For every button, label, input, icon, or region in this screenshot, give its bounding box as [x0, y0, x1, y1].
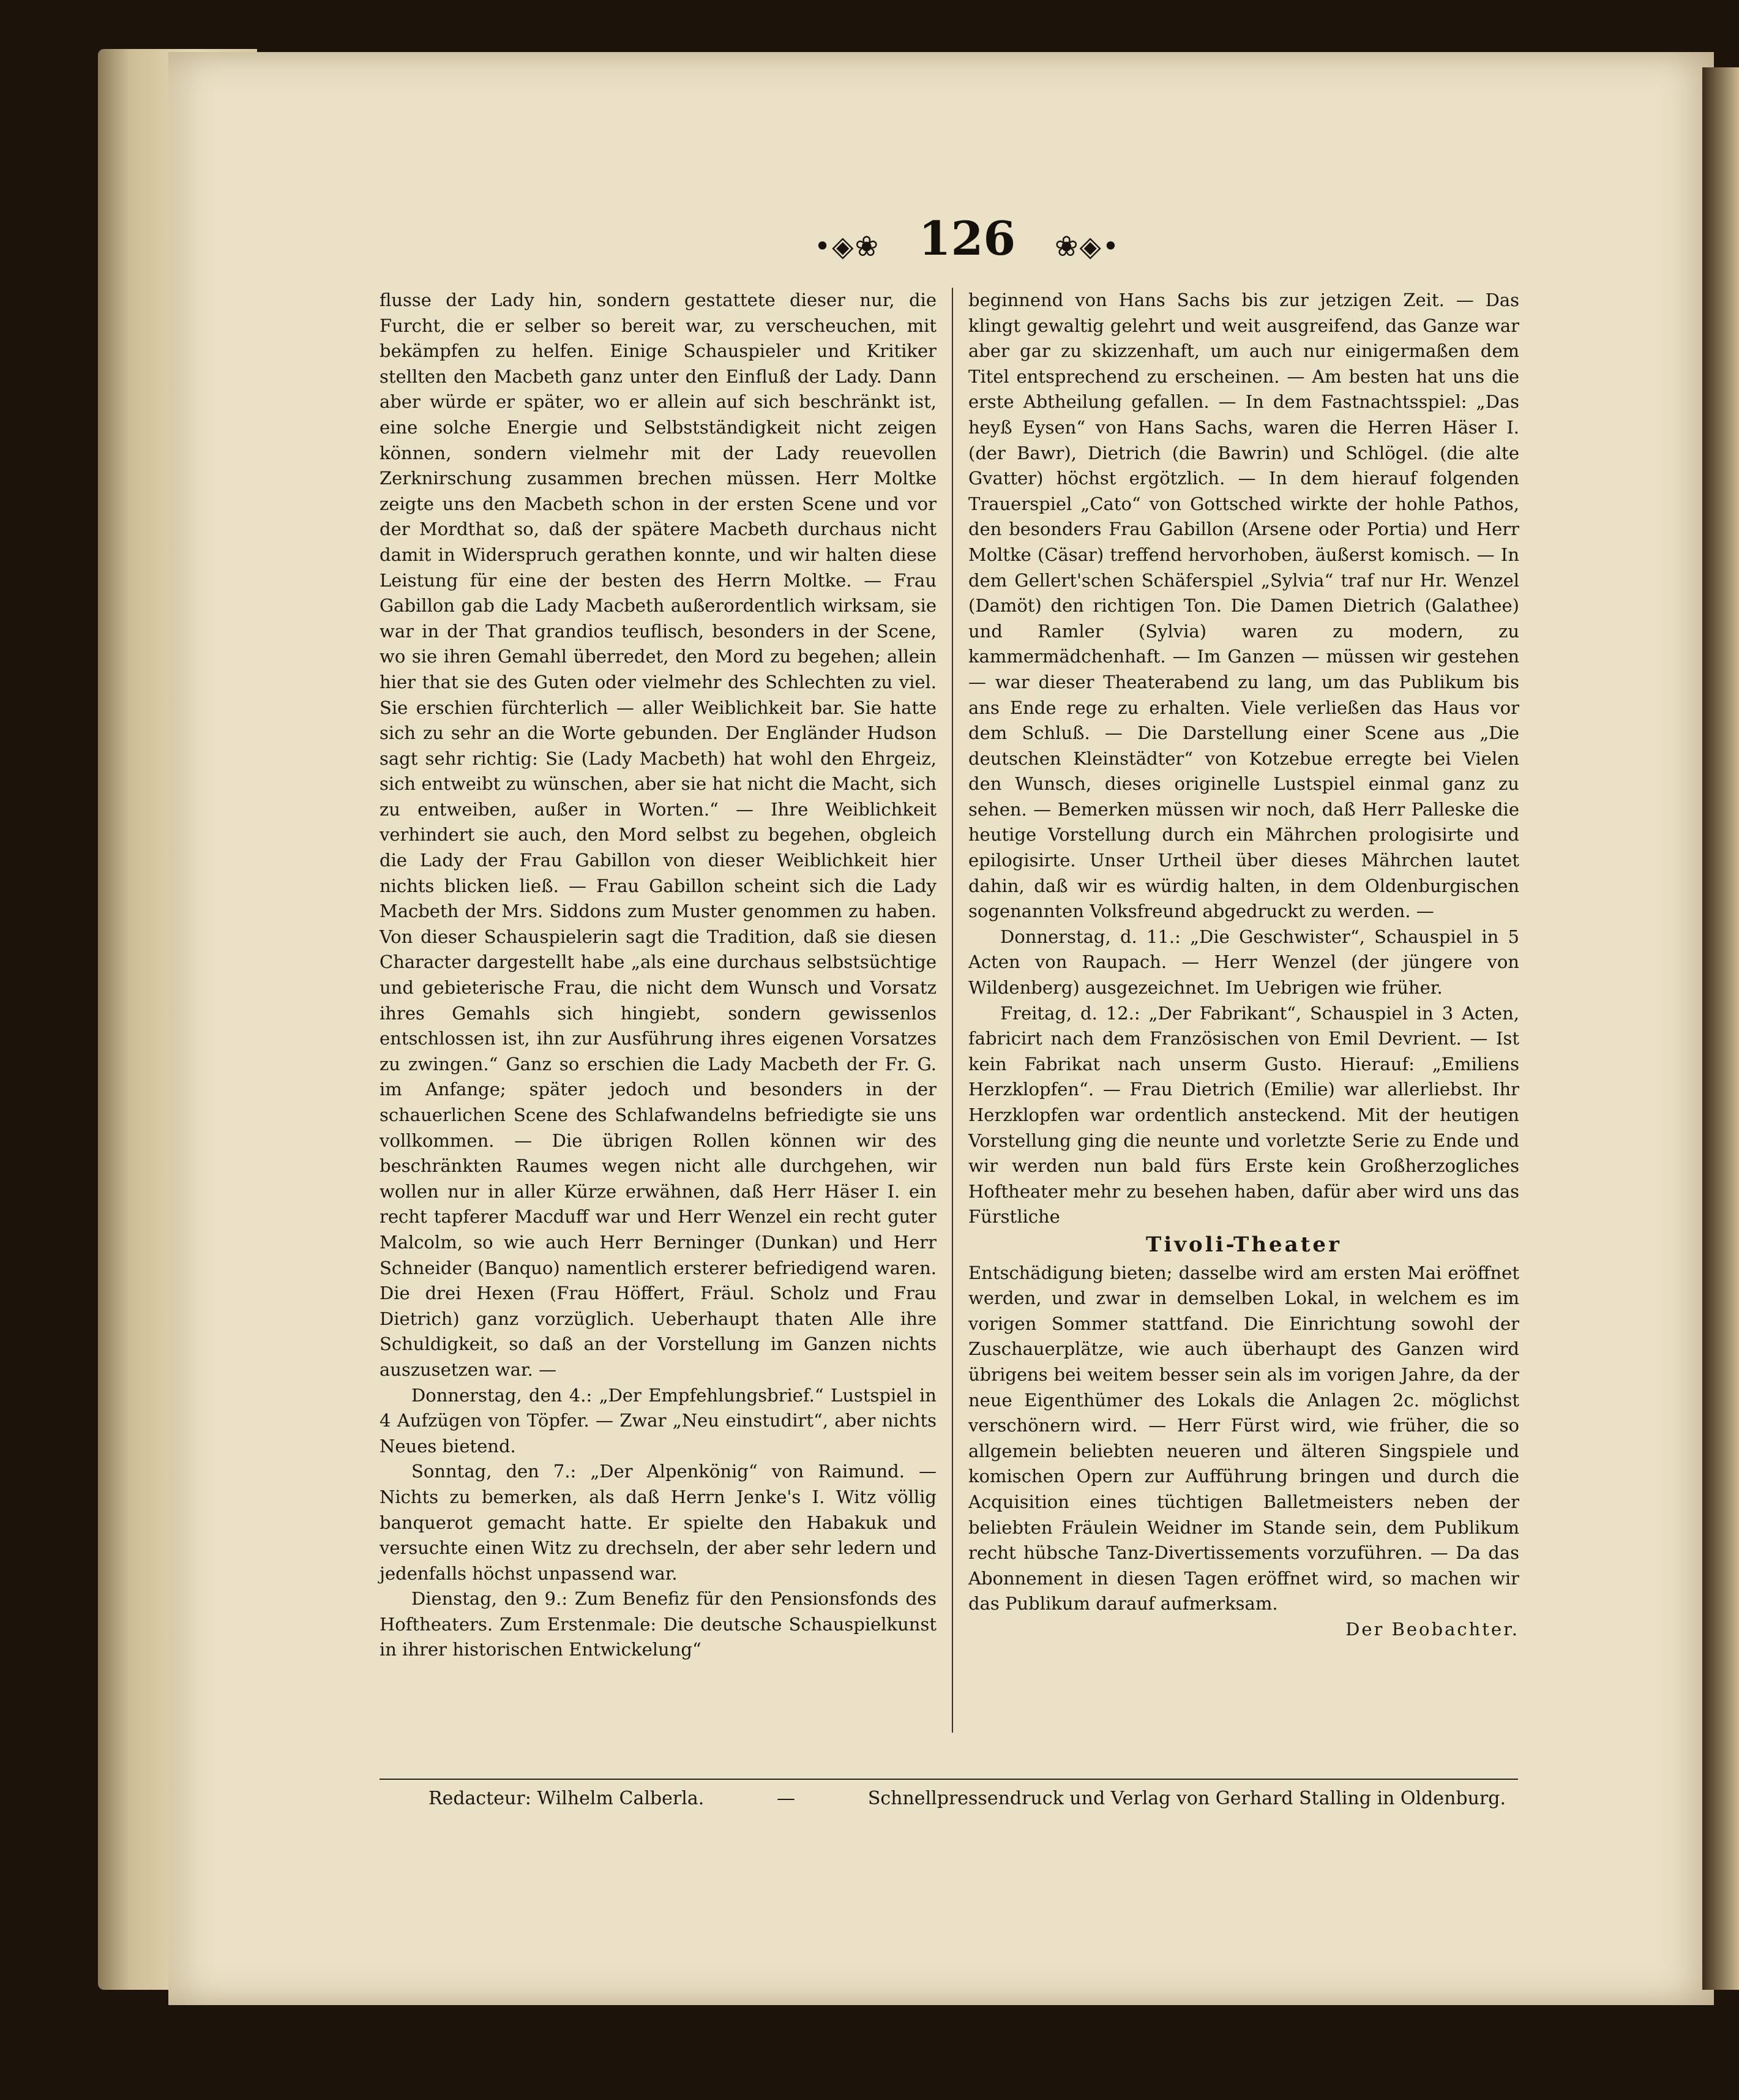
paragraph: Entschädigung bieten; dasselbe wird am ersten Mai eröffnet werden, und zwar in demselben Lokal, in welchem es im vorigen Sommer stattfand. Die Einrichtung sowohl der Zuschauerplätze, wie auch überhaupt des Ganzen wird übrigens bei weitem besser sein als im vorigen Jahre, da der neue Eigenthümer des Lokals die Anlagen 2c. möglichst verschönern wird. — Herr Fürst wird, wie früher, die so allgemein beliebten neueren und älteren Singspiele und komischen Opern zur Aufführung bringen und durch die Acquisition eines tüchtigen Balletmeisters neben der beliebten Fräulein Weidner im Stande sein, dem Publikum recht hübsche Tanz-Divertissements vorzuführen. — Da das Abonnement in diesen Tagen eröffnet wird, so machen wir das Publikum darauf aufmerksam.	[968, 1262, 1519, 1614]
paragraph: Donnerstag, d. 11.: „Die Geschwister“, Schauspiel in 5 Acten von Raupach. — Herr Wenzel (der jüngere von Wildenberg) ausgezeichnet. Im Uebrigen wie früher.	[968, 926, 1519, 999]
right-column	[968, 288, 1519, 1642]
paragraph: flusse der Lady hin, sondern gestattete dieser nur, die Furcht, die er selber so bereit war, zu verscheuchen, mit bekämpfen zu helfen. Einige Schauspieler und Kritiker stellten den Macbeth ganz unter den Einfluß der Lady. Dann aber würde er später, wo er allein auf sich beschränkt ist, eine solche Energie und Selbstständigkeit nicht zeigen können, sondern vielmehr mit der Lady reuevollen Zerknirschung zusammen brechen müssen. Herr Moltke zeigte uns den Macbeth schon in der ersten Scene und vor der Mordthat so, daß der spätere Macbeth durchaus nicht damit in Widerspruch gerathen konnte, und wir halten diese Leistung für eine der besten des Herrn Moltke. — Frau Gabillon gab die Lady Macbeth außerordentlich wirksam, sie war in der That grandios teuflisch, besonders in der Scene, wo sie ihren Gemahl überredet, den Mord zu begehen; allein hier that sie des Guten oder vielmehr des Schlechten zu viel. Sie erschien fürchterlich — aller Weiblichkeit bar. Sie hatte sich zu sehr an die Worte gebunden. Der Engländer Hudson sagt sehr richtig: Sie (Lady Macbeth) hat wohl den Ehrgeiz, sich entweibt zu wünschen, aber sie hat nicht die Macht, sich zu entweiben, außer in Worten.“ — Ihre Weiblichkeit verhindert sie auch, den Mord selbst zu begehen, obgleich die Lady der Frau Gabillon von dieser Weiblichkeit hier nichts blicken ließ. — Frau Gabillon scheint sich die Lady Macbeth der Mrs. Siddons zum Muster genommen zu haben. Von dieser Schauspielerin sagt die Tradition, daß sie diesen Character dargestellt habe „als eine durchaus selbstsüchtige und gebieterische Frau, die nicht dem Wunsch und Vorsatz ihres Gemahls sich hingiebt, sondern gewissenlos entschlossen ist, ihn zur Ausführung ihres eigenen Vorsatzes zu zwingen.“ Ganz so erschien die Lady Macbeth der Fr. G. im Anfange; später jedoch und besonders in der schauerlichen Scene des Schlafwandelns befriedigte sie uns vollkommen. — Die übrigen Rollen können wir des beschränkten Raumes wegen nicht alle durchgehen, wir wollen nur in aller Kürze erwähnen, daß Herr Häser I. ein recht tapferer Macduff war und Herr Wenzel ein recht guter Malcolm, so wie auch Herr Berninger (Dunkan) und Herr Schneider (Banquo) namentlich ersterer befriedigend waren. Die drei Hexen (Frau Höffert, Fräul. Scholz und Frau Dietrich) ganz vorzüglich. Ueberhaupt thaten Alle ihre Schuldigkeit, so daß an der Vorstellung im Ganzen nichts auszusetzen war. —	[380, 290, 937, 1380]
printer-credit: Schnellpressendruck und Verlag von Gerhard Stalling in Oldenburg.	[867, 1788, 1506, 1809]
author-signature: Der Beobachter.	[1345, 1618, 1519, 1640]
page-number: 126	[918, 211, 1016, 266]
paragraph: beginnend von Hans Sachs bis zur jetzigen Zeit. — Das klingt gewaltig gelehrt und weit ausgreifend, das Ganze war aber gar zu skizzenhaft, um auch nur einigermaßen dem Titel entsprechend zu erscheinen. — Am besten hat uns die erste Abtheilung gefallen. — In dem Fastnachtsspiel: „Das heyß Eysen“ von Hans Sachs, waren die Herren Häser I. (der Bawr), Dietrich (die Bawrin) und Schlögel. (die alte Gvatter) höchst ergötzlich. — In dem hierauf folgenden Trauerspiel „Cato“ von Gottsched wirkte der hohle Pathos, den besonders Frau Gabillon (Arsene oder Portia) und Herr Moltke (Cäsar) treffend hervorhoben, äußerst komisch. — In dem Gellert'schen Schäferspiel „Sylvia“ traf nur Hr. Wenzel (Damöt) den richtigen Ton. Die Damen Dietrich (Galathee) und Ramler (Sylvia) waren zu modern, zu kammermädchenhaft. — Im Ganzen — müssen wir gestehen — war dieser Theaterabend zu lang, um das Publikum bis ans Ende rege zu erhalten. Viele verließen das Haus vor dem Schluß. — Die Darstellung einer Scene aus „Die deutschen Kleinstädter“ von Kotzebue erregte bei Vielen den Wunsch, dieses originelle Lustspiel einmal ganz zu sehen. — Bemerken müssen wir noch, daß Herr Palleske die heutige Vorstellung durch ein Mährchen prologisirte und epilogisirte. Unser Urtheil über dieses Mährchen lautet dahin, daß wir es würdig halten, in dem Oldenburgischen sogenannten Volksfreund abgedruckt zu werden. —	[968, 290, 1519, 922]
facing-page-edge	[1702, 67, 1739, 1990]
paragraph: Sonntag, den 7.: „Der Alpenkönig“ von Raimund. — Nichts zu bemerken, als daß Herrn Jenke's I. Witz völlig banquerot gemacht hatte. Er spielte den Habakuk und versuchte einen Witz zu drechseln, der aber sehr ledern und jedenfalls höchst unpassend war.	[380, 1461, 937, 1584]
paragraph: Freitag, d. 12.: „Der Fabrikant“, Schauspiel in 3 Acten, fabricirt nach dem Französischen von Emil Devrient. — Ist kein Fabrikat nach unserm Gusto. Hierauf: „Emiliens Herzklopfen“. — Frau Dietrich (Emilie) war allerliebst. Ihr Herzklopfen war ordentlich ansteckend. Mit der heutigen Vorstellung ging die neunte und vorletzte Serie zu Ende und wir werden nun bald fürs Erste kein Großherzogliches Hoftheater mehr zu besehen haben, dafür aber wird uns das Fürstliche	[968, 1002, 1519, 1228]
footer-separator: —	[777, 1788, 796, 1809]
paragraph: Dienstag, den 9.: Zum Benefiz für den Pensionsfonds des Hoftheaters. Zum Erstenmale: Die deutsche Schauspielkunst in ihrer historischen Entwickelung“	[380, 1588, 937, 1660]
section-heading-tivoli: Tivoli-Theater	[1146, 1232, 1342, 1257]
ornament-left-icon: •◈❀	[814, 230, 880, 263]
paragraph: Donnerstag, den 4.: „Der Empfehlungsbrief.“ Lustspiel in 4 Aufzügen von Töpfer. — Zwar „Neu einstudirt“, aber nichts Neues bietend.	[380, 1384, 937, 1457]
left-column	[380, 288, 937, 1663]
column-divider	[952, 288, 953, 1733]
ornament-right-icon: ❀◈•	[1054, 230, 1120, 263]
editor-credit: Redacteur: Wilhelm Calberla.	[428, 1788, 705, 1809]
imprint-footer	[428, 1788, 1506, 1809]
footer-rule	[380, 1779, 1518, 1780]
page-header	[814, 211, 1120, 272]
